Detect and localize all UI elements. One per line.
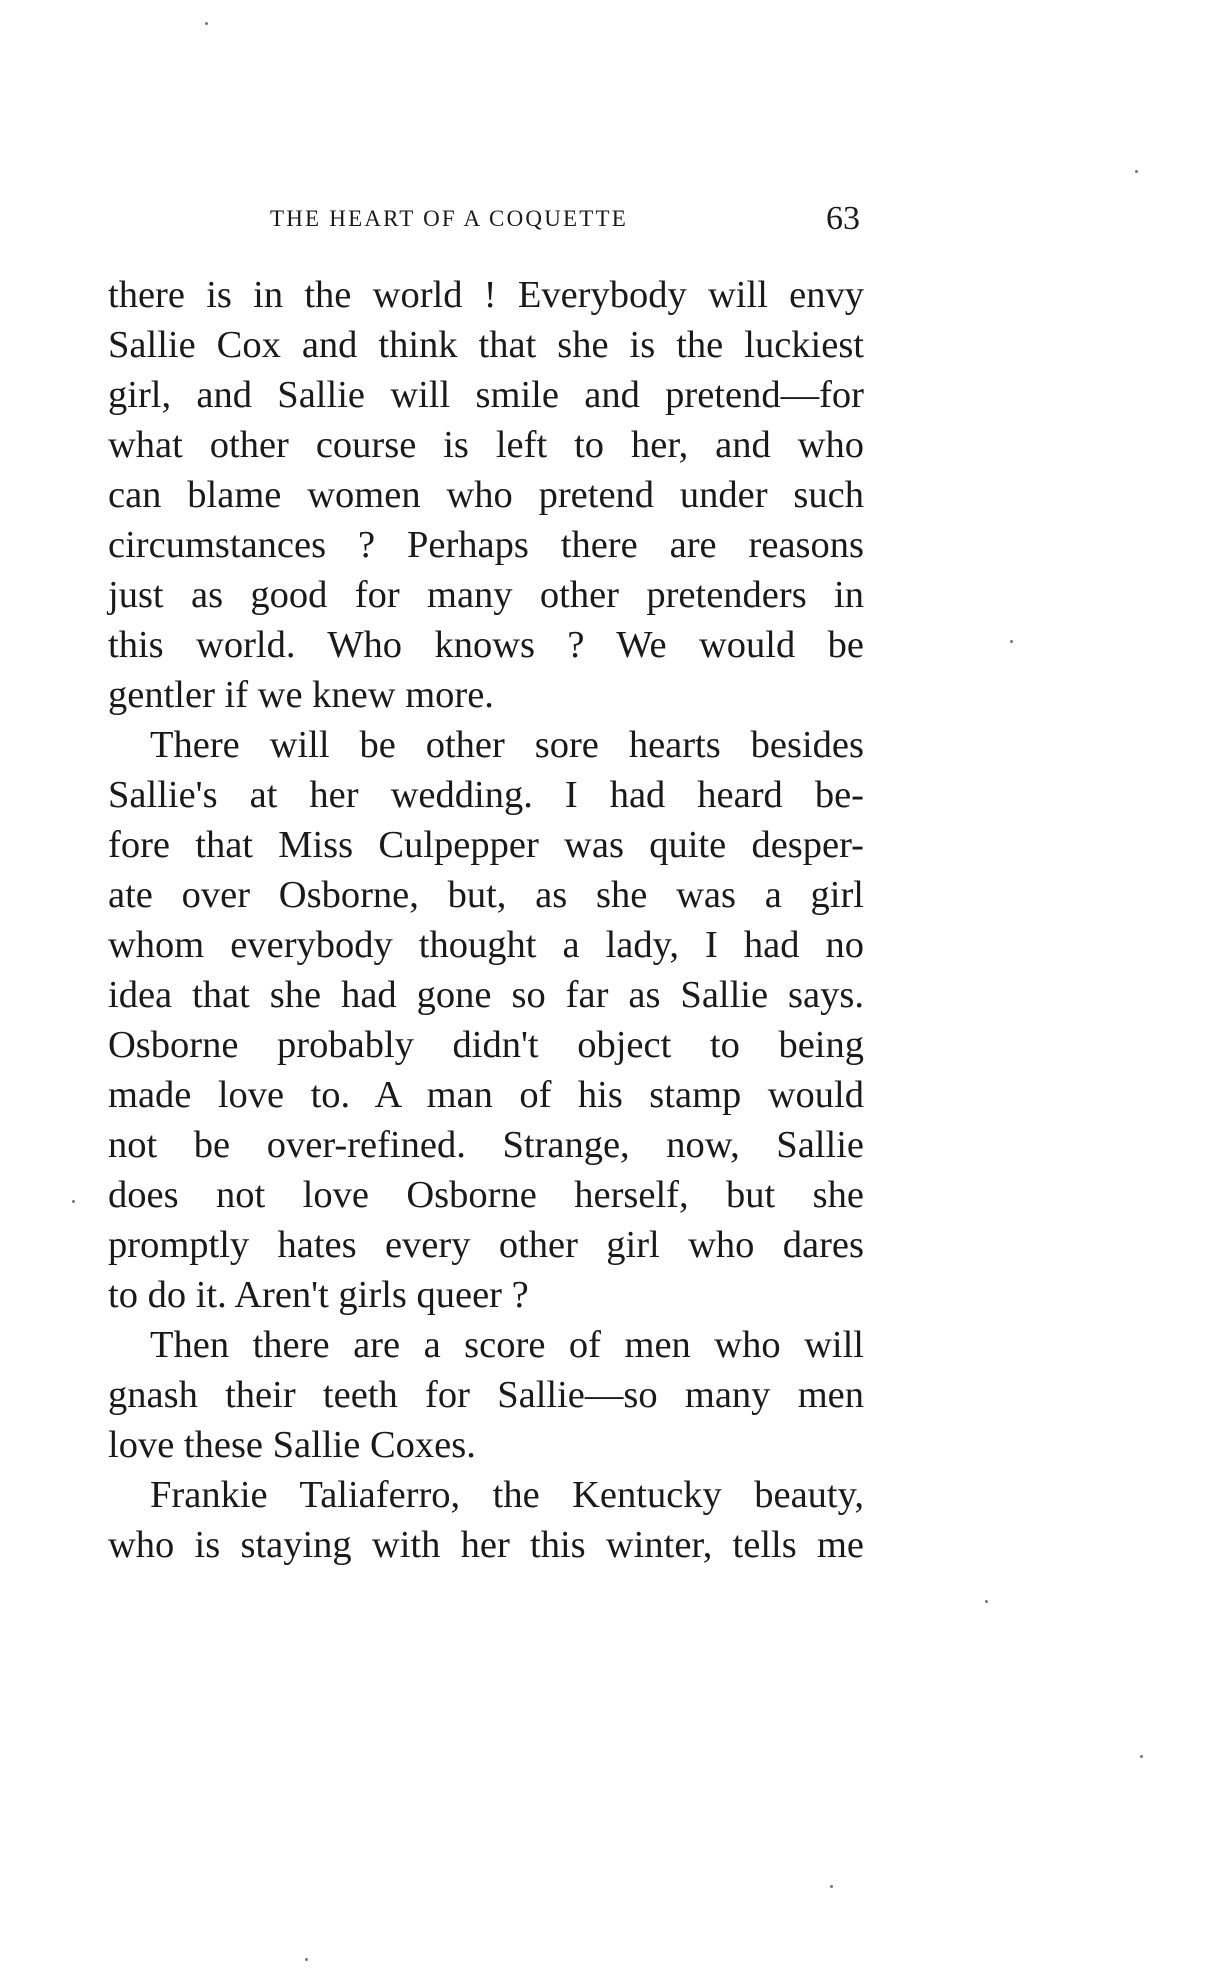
text-line: Sallie's at her wedding. I had heard be- — [108, 774, 864, 816]
scan-speck — [830, 1885, 833, 1888]
text-line: circumstances ? Perhaps there are reasons — [108, 524, 864, 566]
text-line: promptly hates every other girl who dares — [108, 1224, 864, 1266]
text-line: there is in the world ! Everybody will envy — [108, 274, 864, 316]
text-line: this world. Who knows ? We would be — [108, 624, 864, 666]
scan-speck — [1140, 1755, 1143, 1758]
text-line: There will be other sore hearts besides — [150, 724, 864, 766]
text-line: does not love Osborne herself, but she — [108, 1174, 864, 1216]
text-line: idea that she had gone so far as Sallie says. — [108, 974, 864, 1016]
paragraph-1 — [108, 270, 864, 720]
text-line: Frankie Taliaferro, the Kentucky beauty, — [150, 1474, 864, 1516]
text-line: girl, and Sallie will smile and pretend—for — [108, 374, 864, 416]
text-line: fore that Miss Culpepper was quite desper- — [108, 824, 864, 866]
scan-speck — [72, 1200, 75, 1203]
body-text — [108, 270, 864, 1570]
scan-speck — [1135, 170, 1138, 173]
text-line: made love to. A man of his stamp would — [108, 1074, 864, 1116]
scan-speck — [1010, 640, 1013, 643]
page-number: 63 — [826, 200, 860, 237]
text-line: what other course is left to her, and who — [108, 424, 864, 466]
text-line: can blame women who pretend under such — [108, 474, 864, 516]
text-line: not be over-refined. Strange, now, Sallie — [108, 1124, 864, 1166]
paragraph-4 — [108, 1470, 864, 1570]
text-line: who is staying with her this winter, tells me — [108, 1524, 864, 1566]
paragraph-3 — [108, 1320, 864, 1470]
scan-speck — [205, 22, 208, 25]
text-line: Sallie Cox and think that she is the luckiest — [108, 324, 864, 366]
scan-speck — [305, 1958, 308, 1961]
scan-speck — [985, 1600, 988, 1603]
running-title: THE HEART OF A COQUETTE — [270, 206, 629, 231]
paragraph-2 — [108, 720, 864, 1320]
text-line: whom everybody thought a lady, I had no — [108, 924, 864, 966]
text-line: love these Sallie Coxes. — [108, 1424, 476, 1466]
text-line: just as good for many other pretenders in — [108, 574, 864, 616]
text-line: ate over Osborne, but, as she was a girl — [108, 874, 864, 916]
text-line: Osborne probably didn't object to being — [108, 1024, 864, 1066]
text-line: to do it. Aren't girls queer ? — [108, 1274, 529, 1316]
text-line: gentler if we knew more. — [108, 674, 494, 716]
text-line: gnash their teeth for Sallie—so many men — [108, 1374, 864, 1416]
text-line: Then there are a score of men who will — [150, 1324, 864, 1366]
